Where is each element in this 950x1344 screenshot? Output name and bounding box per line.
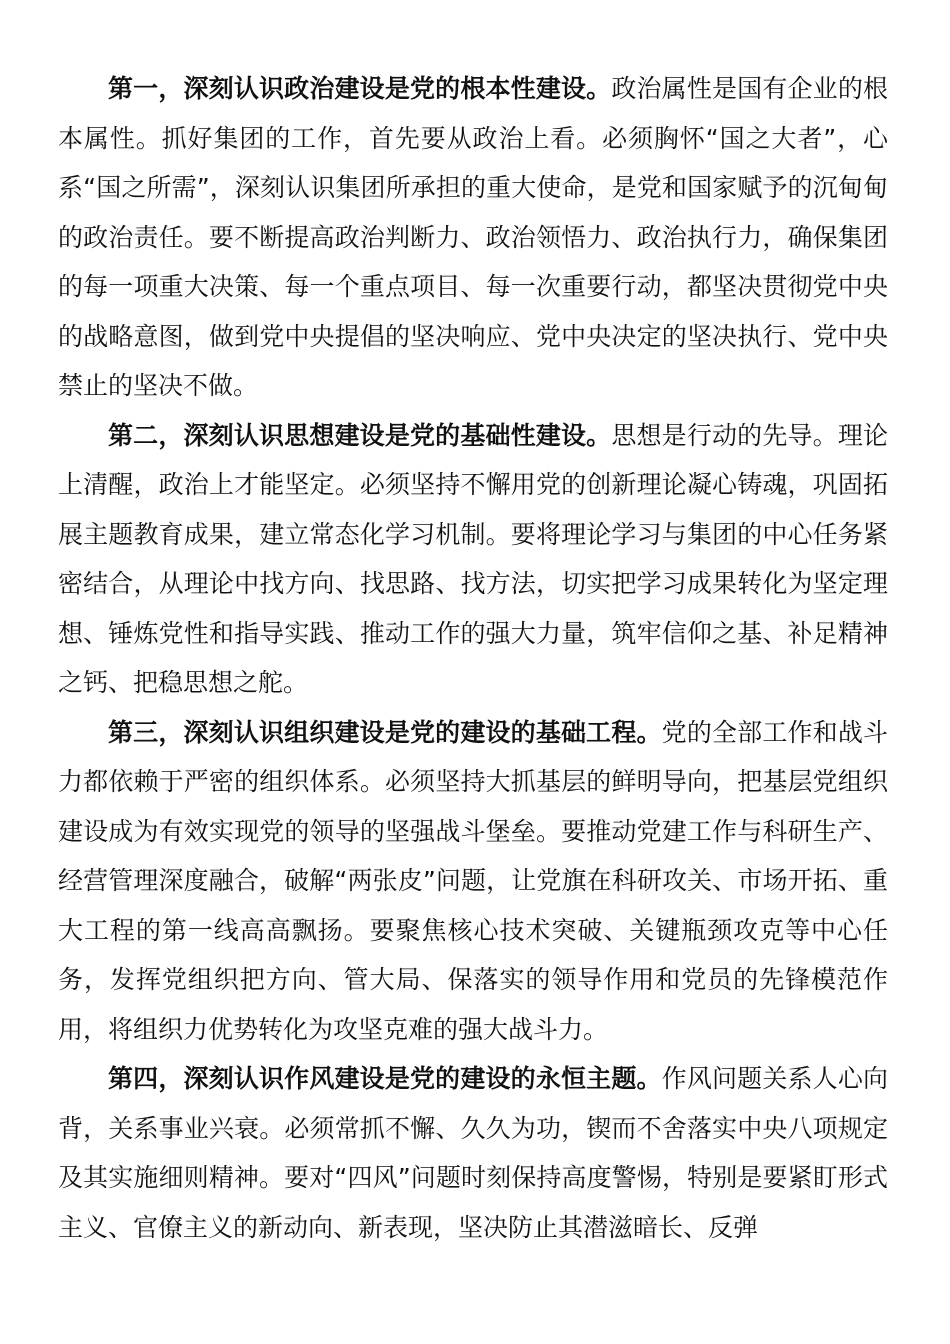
paragraph-body: 党的全部工作和战斗力都依赖于严密的组织体系。必须坚持大抓基层的鲜明导向，把基层党组织建设成为有效实现党的领导的坚强战斗堡垒。要推动党建工作与科研生产、经营管理深度融合，破解“两张皮”问题，让党旗在科研攻关、市场开拓、重大工程的第一线高高飘扬。要聚焦核心技术突破、关键瓶颈攻克等中心任务，发挥党组织把方向、管大局、保落实的领导作用和党员的先锋模范作用，将组织力优势转化为攻坚克难的强大战斗力。 <box>58 717 888 1044</box>
paragraph-body: 思想是行动的先导。理论上清醒，政治上才能坚定。必须坚持不懈用党的创新理论凝心铸魂，巩固拓展主题教育成果，建立常态化学习机制。要将理论学习与集团的中心任务紧密结合，从理论中找方向、找思路、找方法，切实把学习成果转化为坚定理想、锤炼党性和指导实践、推动工作的强大力量，筑牢信仰之基、补足精神之钙、把稳思想之舵。 <box>58 420 888 697</box>
paragraph-ideological-building <box>58 411 888 708</box>
paragraph-lead: 第一，深刻认识政治建设是党的根本性建设。 <box>108 74 612 103</box>
paragraph-political-building <box>58 64 888 411</box>
paragraph-lead: 第二，深刻认识思想建设是党的基础性建设。 <box>108 420 612 450</box>
paragraph-body: 作风问题关系人心向背，关系事业兴衰。必须常抓不懈、久久为功，锲而不舍落实中央八项规定及其实施细则精神。要对“四风”问题时刻保持高度警惕，特别是要紧盯形式主义、官僚主义的新动向、新表现，坚决防止其潜滋暗长、反弹 <box>58 1064 888 1242</box>
paragraph-organizational-building <box>58 708 888 1055</box>
paragraph-lead: 第四，深刻认识作风建设是党的建设的永恒主题。 <box>108 1064 662 1093</box>
paragraph-lead: 第三，深刻认识组织建设是党的建设的基础工程。 <box>108 717 662 747</box>
document-page <box>58 64 888 1252</box>
paragraph-work-style-building <box>58 1054 888 1252</box>
paragraph-body: 政治属性是国有企业的根本属性。抓好集团的工作，首先要从政治上看。必须胸怀“国之大者”，心系“国之所需”，深刻认识集团所承担的重大使命，是党和国家赋予的沉甸甸的政治责任。要不断提高政治判断力、政治领悟力、政治执行力，确保集团的每一项重大决策、每一个重点项目、每一次重要行动，都坚决贯彻党中央的战略意图，做到党中央提倡的坚决响应、党中央决定的坚决执行、党中央禁止的坚决不做。 <box>58 74 888 400</box>
